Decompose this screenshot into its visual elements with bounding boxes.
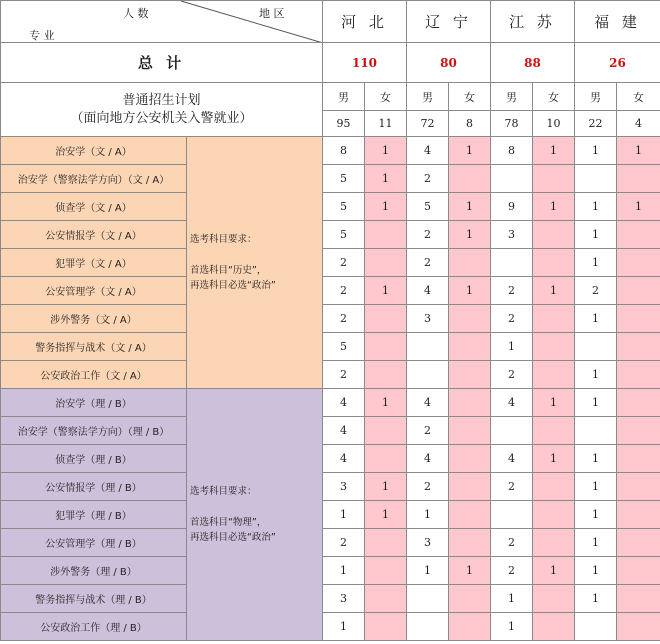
female-count-cell [617, 221, 660, 249]
female-count-cell [365, 557, 407, 585]
gender-total: 95 [323, 111, 365, 137]
male-count-cell: 1 [575, 557, 617, 585]
table-row [1, 529, 660, 557]
major-name: 涉外警务（理 / B） [1, 557, 187, 585]
female-count-cell [533, 417, 575, 445]
female-count-cell [365, 333, 407, 361]
female-count-cell [617, 445, 660, 473]
male-count-cell: 3 [323, 473, 365, 501]
gender-total: 10 [533, 111, 575, 137]
male-count-cell: 1 [575, 585, 617, 613]
gender-total: 11 [365, 111, 407, 137]
female-count-cell: 1 [365, 501, 407, 529]
female-count-cell: 1 [449, 557, 491, 585]
female-count-cell [533, 165, 575, 193]
female-count-cell: 1 [365, 165, 407, 193]
female-count-cell [617, 529, 660, 557]
male-count-cell: 5 [323, 165, 365, 193]
requirement-req-title: 选考科目要求： [190, 486, 257, 497]
province-fujian: 福 建 [575, 1, 660, 43]
female-count-cell: 1 [533, 445, 575, 473]
male-count-cell: 8 [491, 137, 533, 165]
male-count-cell: 2 [407, 249, 449, 277]
female-count-cell: 1 [449, 277, 491, 305]
male-count-cell: 4 [407, 389, 449, 417]
table-row [1, 165, 660, 193]
total-fujian: 26 [575, 43, 660, 83]
female-count-cell [533, 221, 575, 249]
male-count-cell: 1 [491, 333, 533, 361]
female-count-cell [533, 501, 575, 529]
male-count-cell [407, 585, 449, 613]
major-name: 治安学（警察法学方向）（文 / A） [1, 165, 187, 193]
male-count-cell: 8 [323, 137, 365, 165]
plan-title: 普通招生计划 [122, 92, 201, 108]
female-count-cell [617, 249, 660, 277]
table-row [1, 613, 660, 641]
major-name: 侦查学（文 / A） [1, 193, 187, 221]
requirement-req-line2: 再选科目必选“政治” [190, 280, 276, 291]
male-count-cell: 3 [407, 305, 449, 333]
requirement-req-line1: 首选科目“物理”， [190, 517, 267, 528]
female-count-cell [533, 613, 575, 641]
male-count-cell: 1 [575, 445, 617, 473]
male-count-cell: 1 [575, 193, 617, 221]
female-count-cell [617, 305, 660, 333]
male-count-cell [575, 613, 617, 641]
male-count-cell: 2 [491, 277, 533, 305]
male-count-cell: 2 [323, 529, 365, 557]
male-count-cell: 1 [407, 557, 449, 585]
male-count-cell [407, 361, 449, 389]
requirement-req-line2: 再选科目必选“政治” [190, 532, 276, 543]
female-count-cell [449, 333, 491, 361]
female-count-cell [449, 389, 491, 417]
table-row [1, 193, 660, 221]
female-count-cell [365, 417, 407, 445]
male-count-cell: 9 [491, 193, 533, 221]
table-row [1, 389, 660, 417]
female-count-cell [365, 613, 407, 641]
female-count-cell [617, 557, 660, 585]
male-count-cell [491, 417, 533, 445]
female-count-cell [617, 613, 660, 641]
total-label: 总 计 [1, 43, 323, 83]
major-name: 治安学（理 / B） [1, 389, 187, 417]
female-count-cell [449, 613, 491, 641]
female-count-cell [449, 165, 491, 193]
male-count-cell: 2 [323, 249, 365, 277]
major-name: 公安政治工作（理 / B） [1, 613, 187, 641]
male-count-cell: 1 [323, 557, 365, 585]
total-hebei: 110 [323, 43, 407, 83]
male-count-cell: 2 [491, 305, 533, 333]
male-count-cell: 4 [323, 389, 365, 417]
female-count-cell [617, 361, 660, 389]
male-count-cell [575, 165, 617, 193]
male-count-cell: 2 [407, 165, 449, 193]
female-count-cell [449, 445, 491, 473]
major-name: 公安情报学（理 / B） [1, 473, 187, 501]
major-name: 犯罪学（理 / B） [1, 501, 187, 529]
male-count-cell: 4 [491, 445, 533, 473]
female-count-cell [449, 529, 491, 557]
total-jiangsu: 88 [491, 43, 575, 83]
major-name: 治安学（文 / A） [1, 137, 187, 165]
male-count-cell [575, 333, 617, 361]
male-count-cell: 4 [323, 445, 365, 473]
major-name: 治安学（警察法学方向）（理 / B） [1, 417, 187, 445]
male-count-cell: 1 [491, 613, 533, 641]
female-count-cell [365, 249, 407, 277]
male-count-cell: 1 [575, 249, 617, 277]
male-count-cell: 1 [575, 529, 617, 557]
female-count-cell [365, 305, 407, 333]
male-count-cell: 2 [323, 277, 365, 305]
history-track-requirement [187, 137, 323, 389]
male-count-cell [491, 501, 533, 529]
gender-total: 22 [575, 111, 617, 137]
male-count-cell: 4 [491, 389, 533, 417]
male-count-cell [491, 165, 533, 193]
gender-label: 女 [617, 83, 660, 111]
male-count-cell [407, 613, 449, 641]
major-name: 涉外警务（文 / A） [1, 305, 187, 333]
table-row [1, 445, 660, 473]
male-count-cell: 4 [407, 277, 449, 305]
requirement-req-title: 选考科目要求： [190, 234, 257, 245]
gender-total: 72 [407, 111, 449, 137]
female-count-cell: 1 [449, 137, 491, 165]
requirement-req-line1: 首选科目“历史”， [190, 265, 267, 276]
header-region-label: 地 区 [259, 7, 285, 20]
female-count-cell: 1 [365, 389, 407, 417]
table-row [1, 137, 660, 165]
province-liaoning: 辽 宁 [407, 1, 491, 43]
female-count-cell [449, 249, 491, 277]
female-count-cell: 1 [533, 193, 575, 221]
male-count-cell: 1 [323, 501, 365, 529]
female-count-cell [617, 277, 660, 305]
male-count-cell: 1 [575, 305, 617, 333]
female-count-cell [533, 249, 575, 277]
female-count-cell [533, 585, 575, 613]
major-name: 公安政治工作（文 / A） [1, 361, 187, 389]
male-count-cell [575, 417, 617, 445]
physics-track-requirement [187, 389, 323, 641]
male-count-cell: 1 [575, 473, 617, 501]
gender-label: 男 [491, 83, 533, 111]
female-count-cell [617, 165, 660, 193]
female-count-cell [533, 333, 575, 361]
male-count-cell: 3 [407, 529, 449, 557]
female-count-cell [365, 221, 407, 249]
header-major-label: 专 业 [29, 29, 55, 42]
male-count-cell: 3 [491, 221, 533, 249]
female-count-cell [365, 529, 407, 557]
gender-label: 男 [407, 83, 449, 111]
female-count-cell: 1 [449, 221, 491, 249]
female-count-cell [617, 473, 660, 501]
male-count-cell [407, 333, 449, 361]
male-count-cell: 2 [491, 557, 533, 585]
female-count-cell [449, 585, 491, 613]
male-count-cell: 2 [323, 305, 365, 333]
major-name: 公安情报学（文 / A） [1, 221, 187, 249]
female-count-cell [617, 501, 660, 529]
female-count-cell: 1 [365, 137, 407, 165]
male-count-cell: 3 [323, 585, 365, 613]
male-count-cell: 5 [323, 193, 365, 221]
province-jiangsu: 江 苏 [491, 1, 575, 43]
gender-total: 78 [491, 111, 533, 137]
table-row [1, 501, 660, 529]
male-count-cell: 1 [575, 389, 617, 417]
female-count-cell: 1 [365, 277, 407, 305]
major-name: 警务指挥与战术（文 / A） [1, 333, 187, 361]
female-count-cell [617, 333, 660, 361]
male-count-cell: 2 [491, 473, 533, 501]
female-count-cell [533, 529, 575, 557]
gender-total: 4 [617, 111, 660, 137]
female-count-cell [365, 445, 407, 473]
male-count-cell: 2 [323, 361, 365, 389]
male-count-cell: 4 [407, 137, 449, 165]
table-row [1, 333, 660, 361]
table-row [1, 473, 660, 501]
female-count-cell: 1 [365, 193, 407, 221]
male-count-cell: 5 [323, 333, 365, 361]
gender-total: 8 [449, 111, 491, 137]
total-liaoning: 80 [407, 43, 491, 83]
female-count-cell [617, 417, 660, 445]
female-count-cell [449, 305, 491, 333]
female-count-cell [365, 361, 407, 389]
male-count-cell [491, 249, 533, 277]
plan-subtitle: （面向地方公安机关入警就业） [70, 110, 253, 126]
female-count-cell [449, 473, 491, 501]
female-count-cell: 1 [533, 557, 575, 585]
male-count-cell: 4 [407, 445, 449, 473]
male-count-cell: 1 [575, 221, 617, 249]
male-count-cell: 2 [575, 277, 617, 305]
table-row [1, 221, 660, 249]
gender-label: 女 [449, 83, 491, 111]
male-count-cell: 2 [491, 529, 533, 557]
male-count-cell: 5 [407, 193, 449, 221]
male-count-cell: 1 [575, 137, 617, 165]
table-row [1, 557, 660, 585]
male-count-cell: 2 [407, 417, 449, 445]
female-count-cell: 1 [533, 137, 575, 165]
province-hebei: 河 北 [323, 1, 407, 43]
gender-label: 男 [323, 83, 365, 111]
male-count-cell: 1 [575, 361, 617, 389]
diagonal-header-cell [1, 1, 323, 43]
female-count-cell [617, 389, 660, 417]
male-count-cell: 4 [323, 417, 365, 445]
major-name: 侦查学（理 / B） [1, 445, 187, 473]
table-row [1, 305, 660, 333]
female-count-cell [449, 417, 491, 445]
male-count-cell: 1 [575, 501, 617, 529]
male-count-cell: 2 [407, 473, 449, 501]
female-count-cell: 1 [449, 193, 491, 221]
female-count-cell: 1 [533, 277, 575, 305]
gender-label: 女 [365, 83, 407, 111]
female-count-cell: 1 [617, 137, 660, 165]
female-count-cell [617, 585, 660, 613]
female-count-cell [449, 361, 491, 389]
female-count-cell [449, 501, 491, 529]
female-count-cell [365, 585, 407, 613]
table-row [1, 417, 660, 445]
male-count-cell: 2 [407, 221, 449, 249]
table-row [1, 277, 660, 305]
female-count-cell: 1 [365, 473, 407, 501]
major-name: 公安管理学（理 / B） [1, 529, 187, 557]
male-count-cell: 5 [323, 221, 365, 249]
major-name: 警务指挥与战术（理 / B） [1, 585, 187, 613]
female-count-cell: 1 [533, 389, 575, 417]
male-count-cell: 1 [407, 501, 449, 529]
male-count-cell: 2 [491, 361, 533, 389]
male-count-cell: 1 [323, 613, 365, 641]
header-people-label: 人 数 [123, 7, 149, 20]
male-count-cell: 1 [491, 585, 533, 613]
gender-label: 男 [575, 83, 617, 111]
table-row [1, 249, 660, 277]
female-count-cell [533, 473, 575, 501]
table-row [1, 585, 660, 613]
major-name: 犯罪学（文 / A） [1, 249, 187, 277]
major-name: 公安管理学（文 / A） [1, 277, 187, 305]
female-count-cell [533, 305, 575, 333]
gender-label: 女 [533, 83, 575, 111]
plan-title-cell [1, 83, 323, 137]
female-count-cell [533, 361, 575, 389]
female-count-cell: 1 [617, 193, 660, 221]
table-row [1, 361, 660, 389]
